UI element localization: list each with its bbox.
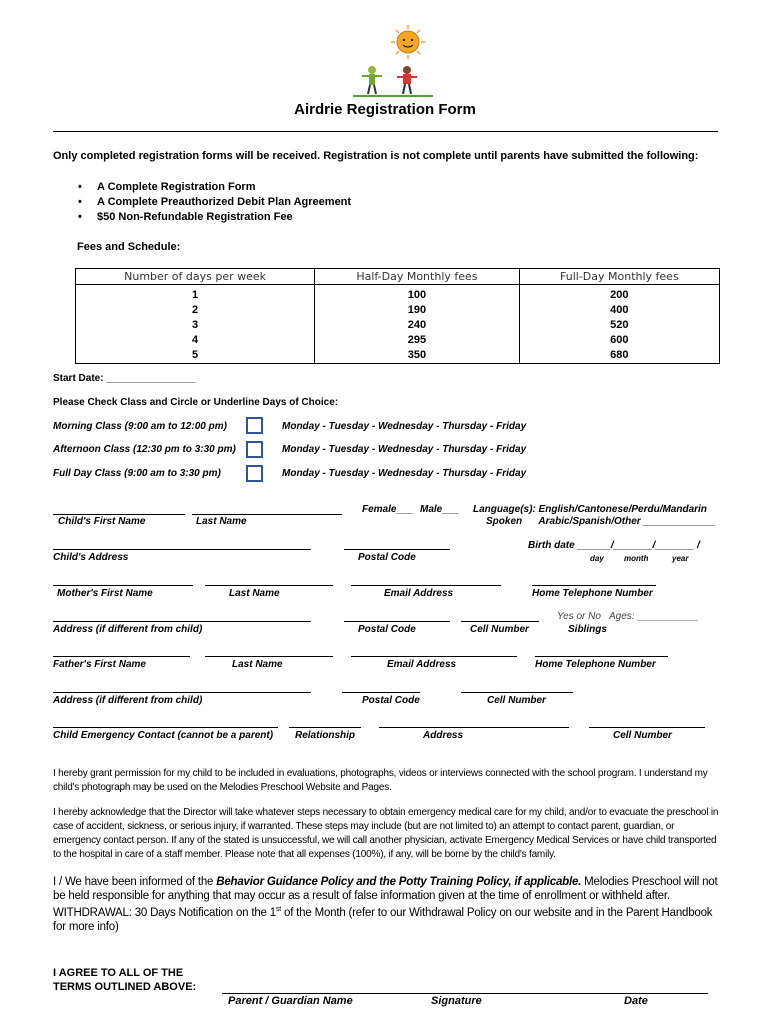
table-row bbox=[76, 333, 720, 348]
emergency-relationship-field[interactable] bbox=[289, 727, 361, 728]
child-last-name-field[interactable] bbox=[192, 514, 342, 515]
child-address-label: Child's Address bbox=[53, 552, 129, 563]
list-item: • $50 Non-Refundable Registration Fee bbox=[62, 210, 351, 225]
mother-email-label: Email Address bbox=[384, 588, 454, 599]
table-cell: 5 bbox=[76, 348, 315, 364]
signature-label: Signature bbox=[431, 995, 482, 1007]
emergency-contact-field[interactable] bbox=[53, 727, 278, 728]
father-first-name-label: Father's First Name bbox=[53, 659, 146, 670]
class-prompt: Please Check Class and Circle or Underline Days of Choice: bbox=[53, 397, 339, 408]
emergency-contact-label: Child Emergency Contact (cannot be a parent) bbox=[53, 730, 274, 741]
siblings-ages-field[interactable]: Ages: ___________ bbox=[609, 611, 699, 622]
afternoon-class-days[interactable]: Monday - Tuesday - Wednesday - Thursday - Friday bbox=[282, 444, 527, 455]
morning-class-days[interactable]: Monday - Tuesday - Wednesday - Thursday - Friday bbox=[282, 421, 527, 432]
policy-text-bold: Behavior Guidance Policy and the Potty Training Policy, if applicable. bbox=[216, 876, 582, 888]
agree-line-1: I AGREE TO ALL OF THE bbox=[53, 967, 184, 979]
mother-phone-field[interactable] bbox=[532, 585, 656, 586]
emergency-address-field[interactable] bbox=[379, 727, 569, 728]
table-cell: 2 bbox=[76, 303, 315, 318]
table-cell: 3 bbox=[76, 318, 315, 333]
father-postal-code-field[interactable] bbox=[342, 692, 420, 693]
table-row bbox=[76, 303, 720, 318]
father-cell-label: Cell Number bbox=[487, 695, 546, 706]
withdrawal-text-post: of the Month (refer to our Withdrawal Policy on our website and in the Parent Handbook for more info) bbox=[53, 906, 713, 933]
afternoon-class-label: Afternoon Class (12:30 pm to 3:30 pm) bbox=[53, 444, 236, 455]
child-last-name-label: Last Name bbox=[196, 516, 247, 527]
mother-cell-field[interactable] bbox=[461, 621, 539, 622]
siblings-yes-no[interactable]: Yes or No bbox=[557, 611, 601, 622]
languages-line-1: Language(s): English/Cantonese/Perdu/Mandarin bbox=[473, 504, 707, 515]
sun-icon bbox=[391, 25, 425, 59]
child-postal-code-field[interactable] bbox=[344, 549, 450, 550]
table-row bbox=[76, 318, 720, 333]
emergency-cell-label: Cell Number bbox=[613, 730, 672, 741]
withdrawal-text-pre: WITHDRAWAL: 30 Days Notification on the 1 bbox=[53, 906, 276, 919]
intro-text: Only completed registration forms will be received. Registration is not complete until parents have submitted the following: bbox=[53, 150, 699, 162]
birth-day-label: day bbox=[590, 554, 604, 563]
policy-text-post: Melodies Preschool will not be held responsible for anything that may occur as a result of false information given at the time of enrollment or withheld after. bbox=[53, 876, 718, 902]
morning-class-checkbox[interactable] bbox=[246, 417, 263, 434]
table-header: Full-Day Monthly fees bbox=[519, 269, 719, 285]
father-last-name-field[interactable] bbox=[205, 656, 333, 657]
logo-illustration bbox=[345, 22, 440, 100]
mother-first-name-field[interactable] bbox=[53, 585, 193, 586]
table-row bbox=[76, 285, 720, 304]
date-label: Date bbox=[624, 995, 648, 1007]
father-cell-field[interactable] bbox=[461, 692, 573, 693]
father-email-field[interactable] bbox=[351, 656, 517, 657]
table-cell: 520 bbox=[519, 318, 719, 333]
emergency-address-label: Address bbox=[423, 730, 464, 741]
table-cell: 100 bbox=[315, 285, 520, 304]
father-phone-field[interactable] bbox=[535, 656, 668, 657]
mother-cell-label: Cell Number bbox=[470, 624, 529, 635]
mother-postal-code-field[interactable] bbox=[344, 621, 450, 622]
male-field[interactable]: Male___ bbox=[420, 504, 459, 515]
table-row bbox=[76, 348, 720, 364]
mother-last-name-field[interactable] bbox=[205, 585, 333, 586]
policy-text bbox=[53, 875, 723, 934]
emergency-cell-field[interactable] bbox=[589, 727, 705, 728]
father-postal-code-label: Postal Code bbox=[362, 695, 420, 706]
father-address-field[interactable] bbox=[53, 692, 311, 693]
table-cell: 400 bbox=[519, 303, 719, 318]
table-cell: 680 bbox=[519, 348, 719, 364]
father-phone-label: Home Telephone Number bbox=[535, 659, 656, 670]
full-day-class-checkbox[interactable] bbox=[246, 465, 263, 482]
mother-phone-label: Home Telephone Number bbox=[532, 588, 653, 599]
table-cell: 190 bbox=[315, 303, 520, 318]
female-field[interactable]: Female___ bbox=[362, 504, 414, 515]
table-header: Number of days per week bbox=[76, 269, 315, 285]
photo-consent-text: I hereby grant permission for my child to be included in evaluations, photographs, videos or interviews connected with the school program. I understand my child's photograph may be used on the Melodies Preschool Website and Pages. bbox=[53, 768, 708, 793]
father-email-label: Email Address bbox=[387, 659, 457, 670]
table-cell: 1 bbox=[76, 285, 315, 304]
father-address-label: Address (if different from child) bbox=[53, 695, 203, 706]
children-icon bbox=[353, 66, 433, 96]
page-title: Airdrie Registration Form bbox=[294, 101, 476, 118]
child-address-field[interactable] bbox=[53, 549, 311, 550]
birth-month-label: month bbox=[624, 554, 649, 563]
start-date-field[interactable]: Start Date: ________________ bbox=[53, 373, 196, 384]
list-item: • A Complete Preauthorized Debit Plan Agreement bbox=[62, 195, 351, 210]
signature-line[interactable] bbox=[222, 993, 708, 994]
morning-class-label: Morning Class (9:00 am to 12:00 pm) bbox=[53, 421, 227, 432]
birth-date-field[interactable]: Birth date ______/_______/_______ / bbox=[528, 540, 700, 551]
requirements-list bbox=[62, 180, 351, 225]
table-cell: 4 bbox=[76, 333, 315, 348]
withdrawal-text-sup: st bbox=[275, 906, 281, 913]
title-rule bbox=[53, 131, 718, 132]
father-last-name-label: Last Name bbox=[232, 659, 283, 670]
mother-first-name-label: Mother's First Name bbox=[57, 588, 153, 599]
agree-line-2: TERMS OUTLINED ABOVE: bbox=[53, 981, 197, 993]
mother-last-name-label: Last Name bbox=[229, 588, 280, 599]
table-cell: 350 bbox=[315, 348, 520, 364]
mother-postal-code-label: Postal Code bbox=[358, 624, 416, 635]
child-first-name-label: Child's First Name bbox=[58, 516, 146, 527]
fees-table bbox=[75, 268, 720, 364]
emergency-relationship-label: Relationship bbox=[295, 730, 356, 741]
fees-label: Fees and Schedule: bbox=[77, 241, 181, 253]
mother-address-field[interactable] bbox=[53, 621, 311, 622]
table-header: Half-Day Monthly fees bbox=[315, 269, 520, 285]
policy-text-pre: I / We have been informed of the bbox=[53, 876, 217, 888]
table-cell: 240 bbox=[315, 318, 520, 333]
child-first-name-field[interactable] bbox=[53, 514, 185, 515]
table-cell: 295 bbox=[315, 333, 520, 348]
languages-line-2[interactable]: Spoken Arabic/Spanish/Other _____________ bbox=[486, 516, 716, 527]
birth-year-label: year bbox=[672, 554, 689, 563]
full-day-class-days[interactable]: Monday - Tuesday - Wednesday - Thursday - Friday bbox=[282, 468, 527, 479]
father-first-name-field[interactable] bbox=[53, 656, 190, 657]
mother-email-field[interactable] bbox=[351, 585, 501, 586]
child-postal-code-label: Postal Code bbox=[358, 552, 416, 563]
afternoon-class-checkbox[interactable] bbox=[246, 441, 263, 458]
siblings-label: Siblings bbox=[568, 624, 607, 635]
table-cell: 200 bbox=[519, 285, 719, 304]
medical-consent-text: I hereby acknowledge that the Director will take whatever steps necessary to obtain emergency medical care for my child, and/or to evacuate the preschool in case of accident, sickness, or serious injury, if warranted. These steps may include (but are not limited to) an attempt to contact parent, guardian, or emergency contact person. If any of the stated is unsuccessful, we will call another physician, activate Emergency Medical Services or have child transported to the hospital in care of a staff member. Please note that all expenses (100%), if any, will be borne by the child's family. bbox=[53, 807, 719, 860]
list-item: • A Complete Registration Form bbox=[62, 180, 351, 195]
table-cell: 600 bbox=[519, 333, 719, 348]
full-day-class-label: Full Day Class (9:00 am to 3:30 pm) bbox=[53, 468, 221, 479]
mother-address-label: Address (if different from child) bbox=[53, 624, 203, 635]
parent-guardian-name-label: Parent / Guardian Name bbox=[228, 995, 353, 1007]
